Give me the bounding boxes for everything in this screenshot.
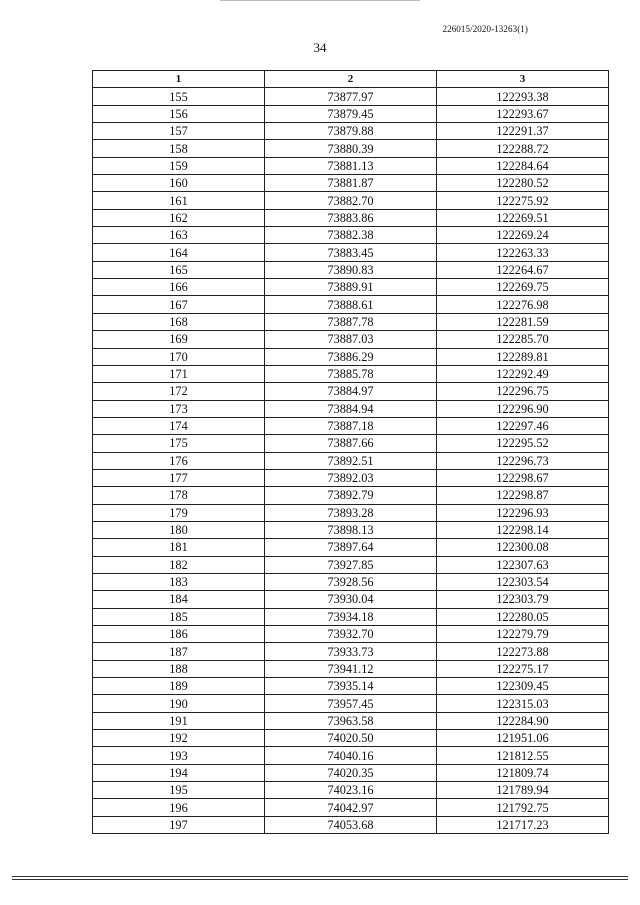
table-row [93, 816, 609, 833]
table-cell-col-1: 166 [93, 279, 265, 296]
table-cell-col-3: 121951.06 [437, 730, 609, 747]
table-row [93, 521, 609, 538]
table-row [93, 417, 609, 434]
table-cell-col-3: 122297.46 [437, 417, 609, 434]
table-cell-col-3: 122276.98 [437, 296, 609, 313]
table-row [93, 209, 609, 226]
table-cell-col-2: 73886.29 [265, 348, 437, 365]
table-cell-col-3: 122264.67 [437, 261, 609, 278]
table-cell-col-2: 74042.97 [265, 799, 437, 816]
table-cell-col-3: 122293.67 [437, 105, 609, 122]
document-id: 226015/2020-13263(1) [442, 24, 528, 34]
table-cell-col-2: 73883.86 [265, 209, 437, 226]
table-row [93, 591, 609, 608]
page-number: 34 [313, 40, 327, 55]
table-cell-col-2: 73928.56 [265, 573, 437, 590]
table-cell-col-3: 122288.72 [437, 140, 609, 157]
table-cell-col-1: 168 [93, 313, 265, 330]
table-row [93, 88, 609, 105]
table-cell-col-3: 121717.23 [437, 816, 609, 833]
table-cell-col-3: 122307.63 [437, 556, 609, 573]
table-cell-col-3: 121792.75 [437, 799, 609, 816]
table-row [93, 227, 609, 244]
table-cell-col-2: 74020.50 [265, 730, 437, 747]
bottom-rule-2 [12, 879, 628, 880]
table-cell-col-3: 122285.70 [437, 331, 609, 348]
table-row [93, 400, 609, 417]
table-cell-col-1: 176 [93, 452, 265, 469]
table-cell-col-1: 185 [93, 608, 265, 625]
table-row [93, 123, 609, 140]
table-cell-col-1: 158 [93, 140, 265, 157]
table-row [93, 348, 609, 365]
table-row [93, 556, 609, 573]
table-cell-col-1: 175 [93, 435, 265, 452]
table-cell-col-2: 73888.61 [265, 296, 437, 313]
table-cell-col-1: 179 [93, 504, 265, 521]
table-row [93, 643, 609, 660]
table-cell-col-3: 122281.59 [437, 313, 609, 330]
table-cell-col-3: 122279.79 [437, 626, 609, 643]
table-cell-col-2: 73887.18 [265, 417, 437, 434]
table-cell-col-1: 189 [93, 678, 265, 695]
table-cell-col-1: 180 [93, 521, 265, 538]
table-cell-col-3: 122296.90 [437, 400, 609, 417]
table-cell-col-1: 188 [93, 660, 265, 677]
table-cell-col-3: 122303.54 [437, 573, 609, 590]
table-row [93, 175, 609, 192]
table-cell-col-2: 73882.38 [265, 227, 437, 244]
top-scan-rule [220, 0, 420, 1]
table-row [93, 573, 609, 590]
table-header-row [93, 71, 609, 88]
table-row [93, 469, 609, 486]
table-cell-col-3: 122284.64 [437, 157, 609, 174]
table-cell-col-2: 73884.94 [265, 400, 437, 417]
table-row [93, 192, 609, 209]
bottom-rule-1 [12, 876, 628, 877]
table-cell-col-1: 164 [93, 244, 265, 261]
table-cell-col-2: 73883.45 [265, 244, 437, 261]
table-cell-col-2: 73935.14 [265, 678, 437, 695]
table-row [93, 608, 609, 625]
table-row [93, 105, 609, 122]
table-cell-col-2: 73884.97 [265, 383, 437, 400]
table-cell-col-3: 122292.49 [437, 365, 609, 382]
table-cell-col-3: 122296.93 [437, 504, 609, 521]
table-row [93, 261, 609, 278]
table-row [93, 435, 609, 452]
table-cell-col-1: 163 [93, 227, 265, 244]
table-cell-col-1: 193 [93, 747, 265, 764]
table-row [93, 504, 609, 521]
table-cell-col-3: 122303.79 [437, 591, 609, 608]
table-cell-col-3: 122295.52 [437, 435, 609, 452]
table-row [93, 487, 609, 504]
table-cell-col-1: 162 [93, 209, 265, 226]
table-row [93, 313, 609, 330]
table-cell-col-3: 122293.38 [437, 88, 609, 105]
table-row [93, 695, 609, 712]
column-header-2: 2 [265, 71, 437, 88]
table-cell-col-1: 196 [93, 799, 265, 816]
table-cell-col-2: 73930.04 [265, 591, 437, 608]
table-row [93, 747, 609, 764]
table-cell-col-1: 167 [93, 296, 265, 313]
coordinates-table [92, 70, 609, 834]
table-cell-col-2: 73882.70 [265, 192, 437, 209]
table-cell-col-3: 122289.81 [437, 348, 609, 365]
table-cell-col-1: 186 [93, 626, 265, 643]
table-cell-col-2: 73892.79 [265, 487, 437, 504]
table-row [93, 626, 609, 643]
table-cell-col-2: 73933.73 [265, 643, 437, 660]
table-cell-col-3: 121809.74 [437, 764, 609, 781]
table-cell-col-2: 74040.16 [265, 747, 437, 764]
table-cell-col-2: 73957.45 [265, 695, 437, 712]
table-cell-col-3: 122296.75 [437, 383, 609, 400]
table-cell-col-3: 122275.92 [437, 192, 609, 209]
table-cell-col-1: 177 [93, 469, 265, 486]
table-cell-col-2: 73890.83 [265, 261, 437, 278]
table-row [93, 157, 609, 174]
table-cell-col-2: 73892.51 [265, 452, 437, 469]
table-cell-col-3: 122309.45 [437, 678, 609, 695]
table-row [93, 712, 609, 729]
table-cell-col-1: 156 [93, 105, 265, 122]
table-cell-col-3: 122300.08 [437, 539, 609, 556]
table-cell-col-3: 122315.03 [437, 695, 609, 712]
table-cell-col-2: 73892.03 [265, 469, 437, 486]
table-cell-col-1: 161 [93, 192, 265, 209]
table-cell-col-1: 182 [93, 556, 265, 573]
table-cell-col-3: 122269.75 [437, 279, 609, 296]
table-cell-col-3: 122298.67 [437, 469, 609, 486]
table-cell-col-2: 73934.18 [265, 608, 437, 625]
table-cell-col-1: 192 [93, 730, 265, 747]
table-row [93, 279, 609, 296]
table-cell-col-2: 73932.70 [265, 626, 437, 643]
table-cell-col-2: 74023.16 [265, 782, 437, 799]
table-cell-col-1: 170 [93, 348, 265, 365]
table-cell-col-3: 122298.87 [437, 487, 609, 504]
table-cell-col-3: 121812.55 [437, 747, 609, 764]
table-cell-col-2: 73941.12 [265, 660, 437, 677]
table-cell-col-2: 73880.39 [265, 140, 437, 157]
table-cell-col-2: 73885.78 [265, 365, 437, 382]
table-cell-col-3: 122263.33 [437, 244, 609, 261]
table-row [93, 799, 609, 816]
table-row [93, 782, 609, 799]
table-cell-col-3: 122298.14 [437, 521, 609, 538]
table-cell-col-1: 178 [93, 487, 265, 504]
table-cell-col-2: 73889.91 [265, 279, 437, 296]
table-cell-col-2: 73879.45 [265, 105, 437, 122]
table-cell-col-2: 73898.13 [265, 521, 437, 538]
table-cell-col-2: 73877.97 [265, 88, 437, 105]
table-cell-col-1: 155 [93, 88, 265, 105]
table-cell-col-1: 171 [93, 365, 265, 382]
table-cell-col-3: 122273.88 [437, 643, 609, 660]
table-cell-col-2: 73879.88 [265, 123, 437, 140]
column-header-1: 1 [93, 71, 265, 88]
table-row [93, 660, 609, 677]
table-cell-col-2: 73887.66 [265, 435, 437, 452]
table-cell-col-2: 73893.28 [265, 504, 437, 521]
table-cell-col-3: 122291.37 [437, 123, 609, 140]
table-cell-col-3: 122269.24 [437, 227, 609, 244]
table-row [93, 140, 609, 157]
table-row [93, 383, 609, 400]
table-row [93, 244, 609, 261]
table-cell-col-1: 173 [93, 400, 265, 417]
table-cell-col-3: 122280.52 [437, 175, 609, 192]
table-row [93, 331, 609, 348]
table-cell-col-1: 184 [93, 591, 265, 608]
table-cell-col-2: 73897.64 [265, 539, 437, 556]
table-row [93, 730, 609, 747]
table-cell-col-3: 122275.17 [437, 660, 609, 677]
table-cell-col-3: 122296.73 [437, 452, 609, 469]
table-row [93, 539, 609, 556]
table-row [93, 452, 609, 469]
table-cell-col-3: 122280.05 [437, 608, 609, 625]
table-cell-col-1: 165 [93, 261, 265, 278]
table-cell-col-3: 122269.51 [437, 209, 609, 226]
column-header-3: 3 [437, 71, 609, 88]
table-cell-col-1: 194 [93, 764, 265, 781]
table-row [93, 296, 609, 313]
table-cell-col-1: 195 [93, 782, 265, 799]
table-cell-col-1: 169 [93, 331, 265, 348]
table-cell-col-3: 121789.94 [437, 782, 609, 799]
table-cell-col-2: 73887.03 [265, 331, 437, 348]
table-row [93, 365, 609, 382]
table-cell-col-1: 190 [93, 695, 265, 712]
table-cell-col-2: 73881.13 [265, 157, 437, 174]
table-cell-col-2: 74053.68 [265, 816, 437, 833]
table-cell-col-3: 122284.90 [437, 712, 609, 729]
table-cell-col-2: 73887.78 [265, 313, 437, 330]
table-cell-col-2: 74020.35 [265, 764, 437, 781]
table-cell-col-1: 187 [93, 643, 265, 660]
table-cell-col-1: 191 [93, 712, 265, 729]
table-cell-col-2: 73881.87 [265, 175, 437, 192]
table-cell-col-1: 174 [93, 417, 265, 434]
table-cell-col-1: 172 [93, 383, 265, 400]
table-body [93, 88, 609, 834]
table-cell-col-1: 159 [93, 157, 265, 174]
table-cell-col-1: 160 [93, 175, 265, 192]
table-row [93, 764, 609, 781]
table-cell-col-1: 197 [93, 816, 265, 833]
table-cell-col-1: 181 [93, 539, 265, 556]
table-cell-col-1: 183 [93, 573, 265, 590]
table-cell-col-1: 157 [93, 123, 265, 140]
table-row [93, 678, 609, 695]
table-cell-col-2: 73963.58 [265, 712, 437, 729]
table-cell-col-2: 73927.85 [265, 556, 437, 573]
